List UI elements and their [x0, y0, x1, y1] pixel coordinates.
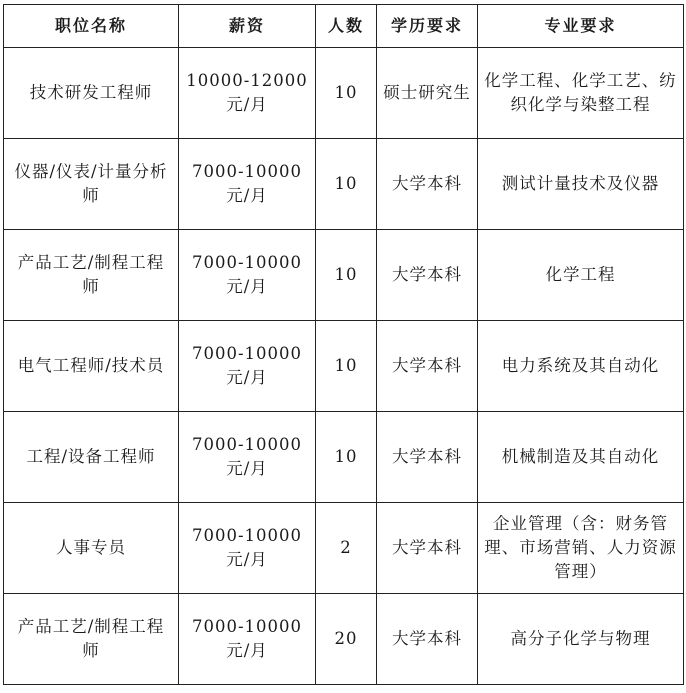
cell-major: 高分子化学与物理 [478, 594, 684, 685]
cell-salary: 7000-10000元/月 [179, 503, 316, 594]
cell-major: 化学工程、化学工艺、纺织化学与染整工程 [478, 48, 684, 139]
cell-major: 电力系统及其自动化 [478, 321, 684, 412]
table-row [4, 230, 684, 321]
cell-count: 10 [316, 230, 377, 321]
cell-count: 2 [316, 503, 377, 594]
cell-major: 化学工程 [478, 230, 684, 321]
cell-education: 大学本科 [377, 139, 478, 230]
cell-count: 20 [316, 594, 377, 685]
cell-education: 大学本科 [377, 230, 478, 321]
cell-position: 产品工艺/制程工程师 [4, 594, 179, 685]
cell-education: 硕士研究生 [377, 48, 478, 139]
cell-position: 产品工艺/制程工程师 [4, 230, 179, 321]
cell-education: 大学本科 [377, 594, 478, 685]
cell-salary: 10000-12000元/月 [179, 48, 316, 139]
cell-salary: 7000-10000元/月 [179, 412, 316, 503]
cell-education: 大学本科 [377, 503, 478, 594]
cell-position: 技术研发工程师 [4, 48, 179, 139]
table-row [4, 321, 684, 412]
cell-position: 仪器/仪表/计量分析师 [4, 139, 179, 230]
header-position: 职位名称 [4, 5, 179, 48]
cell-major: 机械制造及其自动化 [478, 412, 684, 503]
header-count: 人数 [316, 5, 377, 48]
cell-major: 企业管理（含：财务管理、市场营销、人力资源管理） [478, 503, 684, 594]
cell-education: 大学本科 [377, 412, 478, 503]
cell-count: 10 [316, 139, 377, 230]
cell-position: 电气工程师/技术员 [4, 321, 179, 412]
cell-position: 工程/设备工程师 [4, 412, 179, 503]
cell-position: 人事专员 [4, 503, 179, 594]
table-row [4, 139, 684, 230]
cell-salary: 7000-10000元/月 [179, 230, 316, 321]
header-major: 专业要求 [478, 5, 684, 48]
header-education: 学历要求 [377, 5, 478, 48]
table-row [4, 48, 684, 139]
header-salary: 薪资 [179, 5, 316, 48]
cell-salary: 7000-10000元/月 [179, 321, 316, 412]
cell-education: 大学本科 [377, 321, 478, 412]
header-row [4, 5, 684, 48]
table-row [4, 594, 684, 685]
cell-salary: 7000-10000元/月 [179, 139, 316, 230]
table-row [4, 503, 684, 594]
cell-major: 测试计量技术及仪器 [478, 139, 684, 230]
recruitment-table [3, 4, 684, 685]
table-row [4, 412, 684, 503]
cell-salary: 7000-10000元/月 [179, 594, 316, 685]
cell-count: 10 [316, 412, 377, 503]
cell-count: 10 [316, 48, 377, 139]
cell-count: 10 [316, 321, 377, 412]
